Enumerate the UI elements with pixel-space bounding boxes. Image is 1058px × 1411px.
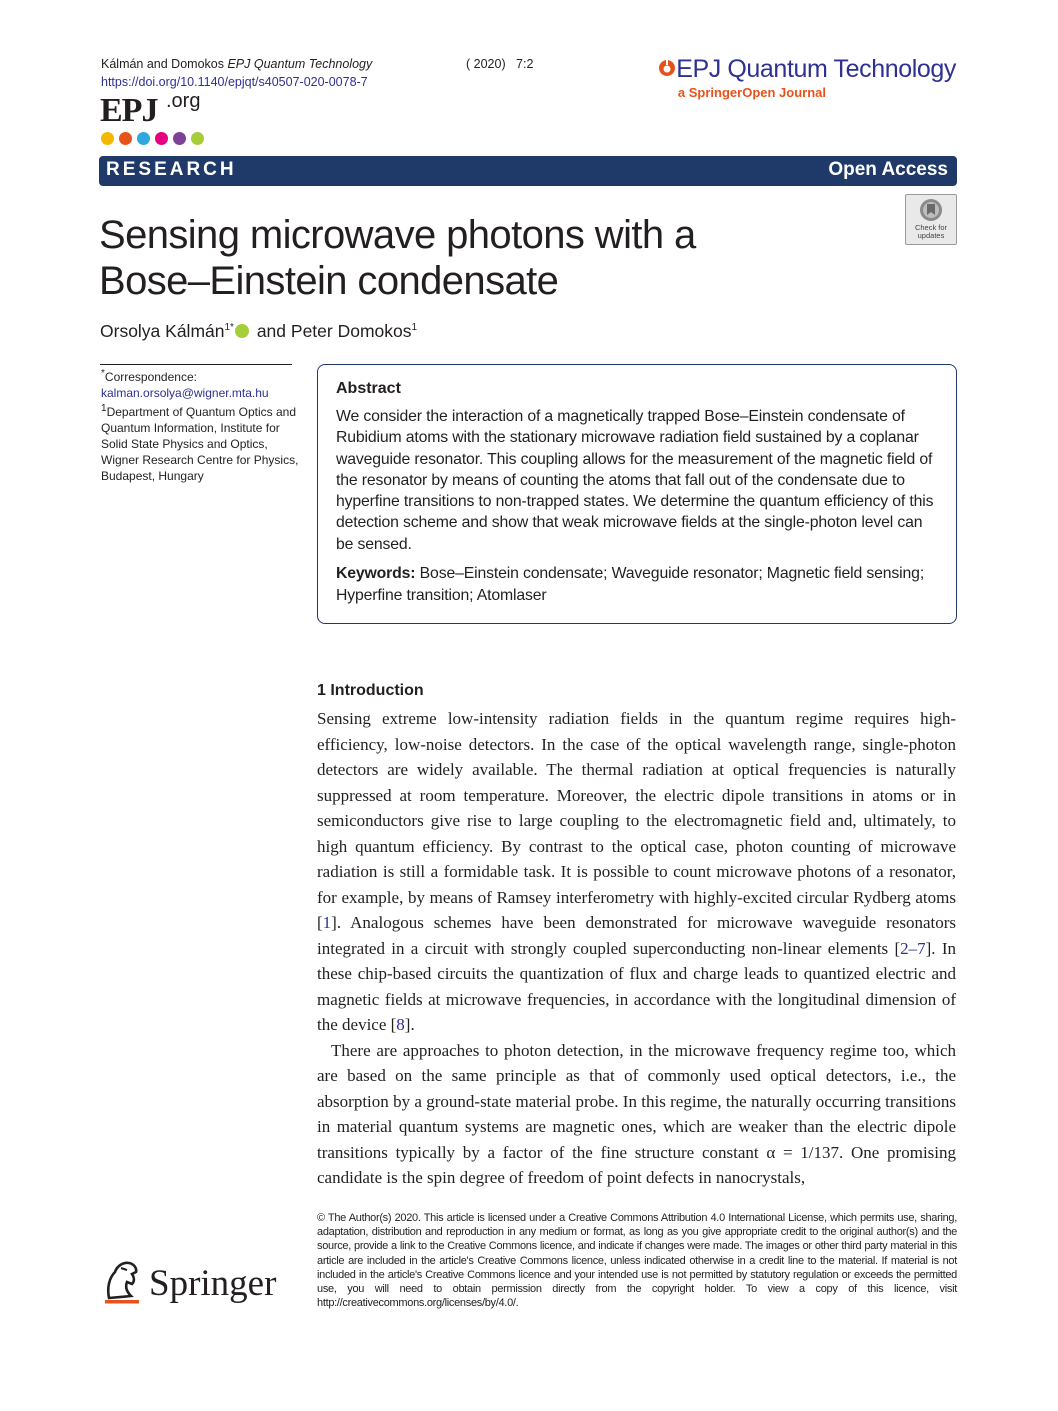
logo-dot [137,132,150,145]
author-name[interactable]: Peter Domokos [290,321,412,341]
citation-link[interactable]: 8 [396,1015,405,1034]
logo-dot [173,132,186,145]
year-article [466,57,533,71]
epj-logo[interactable] [100,92,220,150]
author-list [100,321,417,342]
open-access-label: Open Access [828,159,948,180]
article-number: 7:2 [516,57,534,71]
journal-logo[interactable] [636,55,956,101]
author-connector: and [256,321,287,341]
journal-subtitle: a SpringerOpen Journal [677,85,826,100]
section-heading: 1 Introduction [317,682,424,699]
correspondence-label: Correspondence: [104,370,197,384]
check-for-updates-button[interactable] [905,194,957,245]
abstract-heading: Abstract [336,380,401,397]
title-line: Bose–Einstein condensate [99,259,559,303]
citation-link[interactable]: 1 [322,913,332,932]
correspondence-sidebar: *Correspondence: kalman.orsolya@wigner.mta.hu $^1$Department of Quantum Optics and Quantum Information, Institute for Solid State Physics and Optics, Wigner Research Centre for Physics, Budapest, Hungary [101,366,301,484]
springer-logo[interactable] [101,1254,301,1310]
paragraph: There are approaches to photon detection, in the microwave frequency regime too, which are based on the same principle as that of commonly used optical detectors, i.e., the absorption by a ground-state material probe. In this regime, the naturally occurring transitions in material quantum systems are magnetic ones, which are weaker than the electric dipole transitions typically by a factor of the fine structure constant α = 1/137. One promising candidate is the spin degree of freedom of point defects in nanocrystals, [317,1040,956,1187]
affiliation-sup: 1 [101,403,107,414]
bookmark-icon [906,195,956,225]
orcid-icon[interactable] [235,324,249,338]
paragraph: Sensing extreme low-intensity radiation fields in the quantum regime requires high-efficiency, low-noise detectors. In the case of the optical wavelength range, single-photon detectors are widely available. The thermal radiation at optical frequencies is naturally suppressed at room temperature. Moreover, the electric dipole transitions in atoms or in semiconductors give rise to large coupling to the electromagnetic field and, ultimately, to high quantum efficiency. By contrast to the optical case, photon counting of microwave radiation is still a formidable task. It is possible to count microwave photons of a resonator, for example, by means of Ramsey interferometry with highly-excited circular Rydberg atoms [1]. Analogous schemes have been demonstrated for microwave waveguide resonators integrated in a circuit with strongly coupled superconducting non-linear elements [2–7]. In these chip-based circuits the quantization of flux and charge leads to quantized electric and magnetic fields at microwave frequencies, in accordance with the longitudinal dimension of the device [8]. [317,709,957,1034]
running-authors: Kálmán and Domokos [101,57,224,71]
correspondence-email[interactable]: kalman.orsolya@wigner.mta.hu [101,386,269,400]
doi-link[interactable]: https://doi.org/10.1140/epjqt/s40507-020-0078-7 [101,75,368,89]
journal-name: EPJ Quantum Technology [676,55,956,83]
springer-horse-icon [101,1258,145,1304]
springer-wordmark: Springer [149,1263,277,1304]
paper-title [99,212,859,304]
logo-dot [101,132,114,145]
logo-dot [119,132,132,145]
license-notice: © The Author(s) 2020. This article is licensed under a Creative Commons Attribution 4.0 International License, which permits use, sharing, adaptation, distribution and reproduction in any medium or format, as long as you give appropriate credit to the original author(s) and the source, provide a link to the Creative Commons licence, and indicate if changes were made. The images or other third party material in this article are included in the article's Creative Commons licence, unless indicated otherwise in a credit line to the material. If material is not included in the article's Creative Commons licence and your intended use is not permitted by statutory regulation or exceeds the permitted use, you will need to obtain permission directly from the copyright holder. To view a copy of this licence, visit http://creativecommons.org/licenses/by/4.0/. [317,1212,957,1310]
title-line: Sensing microwave photons with a [99,213,696,257]
logo-dot [155,132,168,145]
article-type: RESEARCH [106,159,237,180]
author-name[interactable]: Orsolya Kálmán [100,321,225,341]
logo-dot [191,132,204,145]
check-updates-label: Check for updates [914,223,948,240]
epj-logo-suffix: .org [166,90,201,112]
introduction-body [317,706,956,1191]
citation-link[interactable]: 2–7 [900,938,926,958]
keywords-label: Keywords: [336,565,416,582]
abstract-text: We consider the interaction of a magnetically trapped Bose–Einstein condensate of Rubidium atoms with the stationary microwave radiation field sustained by a coplanar waveguide resonator. This coupling allows for the measurement of the magnetic field of the resonator by means of counting the atoms that fall out of the condensate due to hyperfine transitions to non-trapped states. We determine the quantum efficiency of this detection scheme and show that weak microwave fields at the single-photon level can be sensed. [336,408,934,553]
author-affil-sup: 1 [411,322,418,334]
year: ( 2020) [466,57,506,71]
keywords [336,563,942,606]
author-affil-sup: 1* [224,322,234,334]
running-head [101,57,372,71]
abstract-box [317,364,957,624]
running-journal: EPJ Quantum Technology [227,57,373,71]
affiliation: Department of Quantum Optics and Quantum Information, Institute for Solid State Physics and Optics, Wigner Research Centre for Physics, Budapest, Hungary [101,405,299,483]
article-type-banner [99,156,957,186]
keywords-list: Bose–Einstein condensate; Waveguide resonator; Magnetic field sensing; Hyperfine transition; Atomlaser [336,565,925,604]
epj-logo-text: EPJ [100,92,158,129]
sidebar-divider [100,364,292,365]
journal-mark-icon [658,59,676,77]
